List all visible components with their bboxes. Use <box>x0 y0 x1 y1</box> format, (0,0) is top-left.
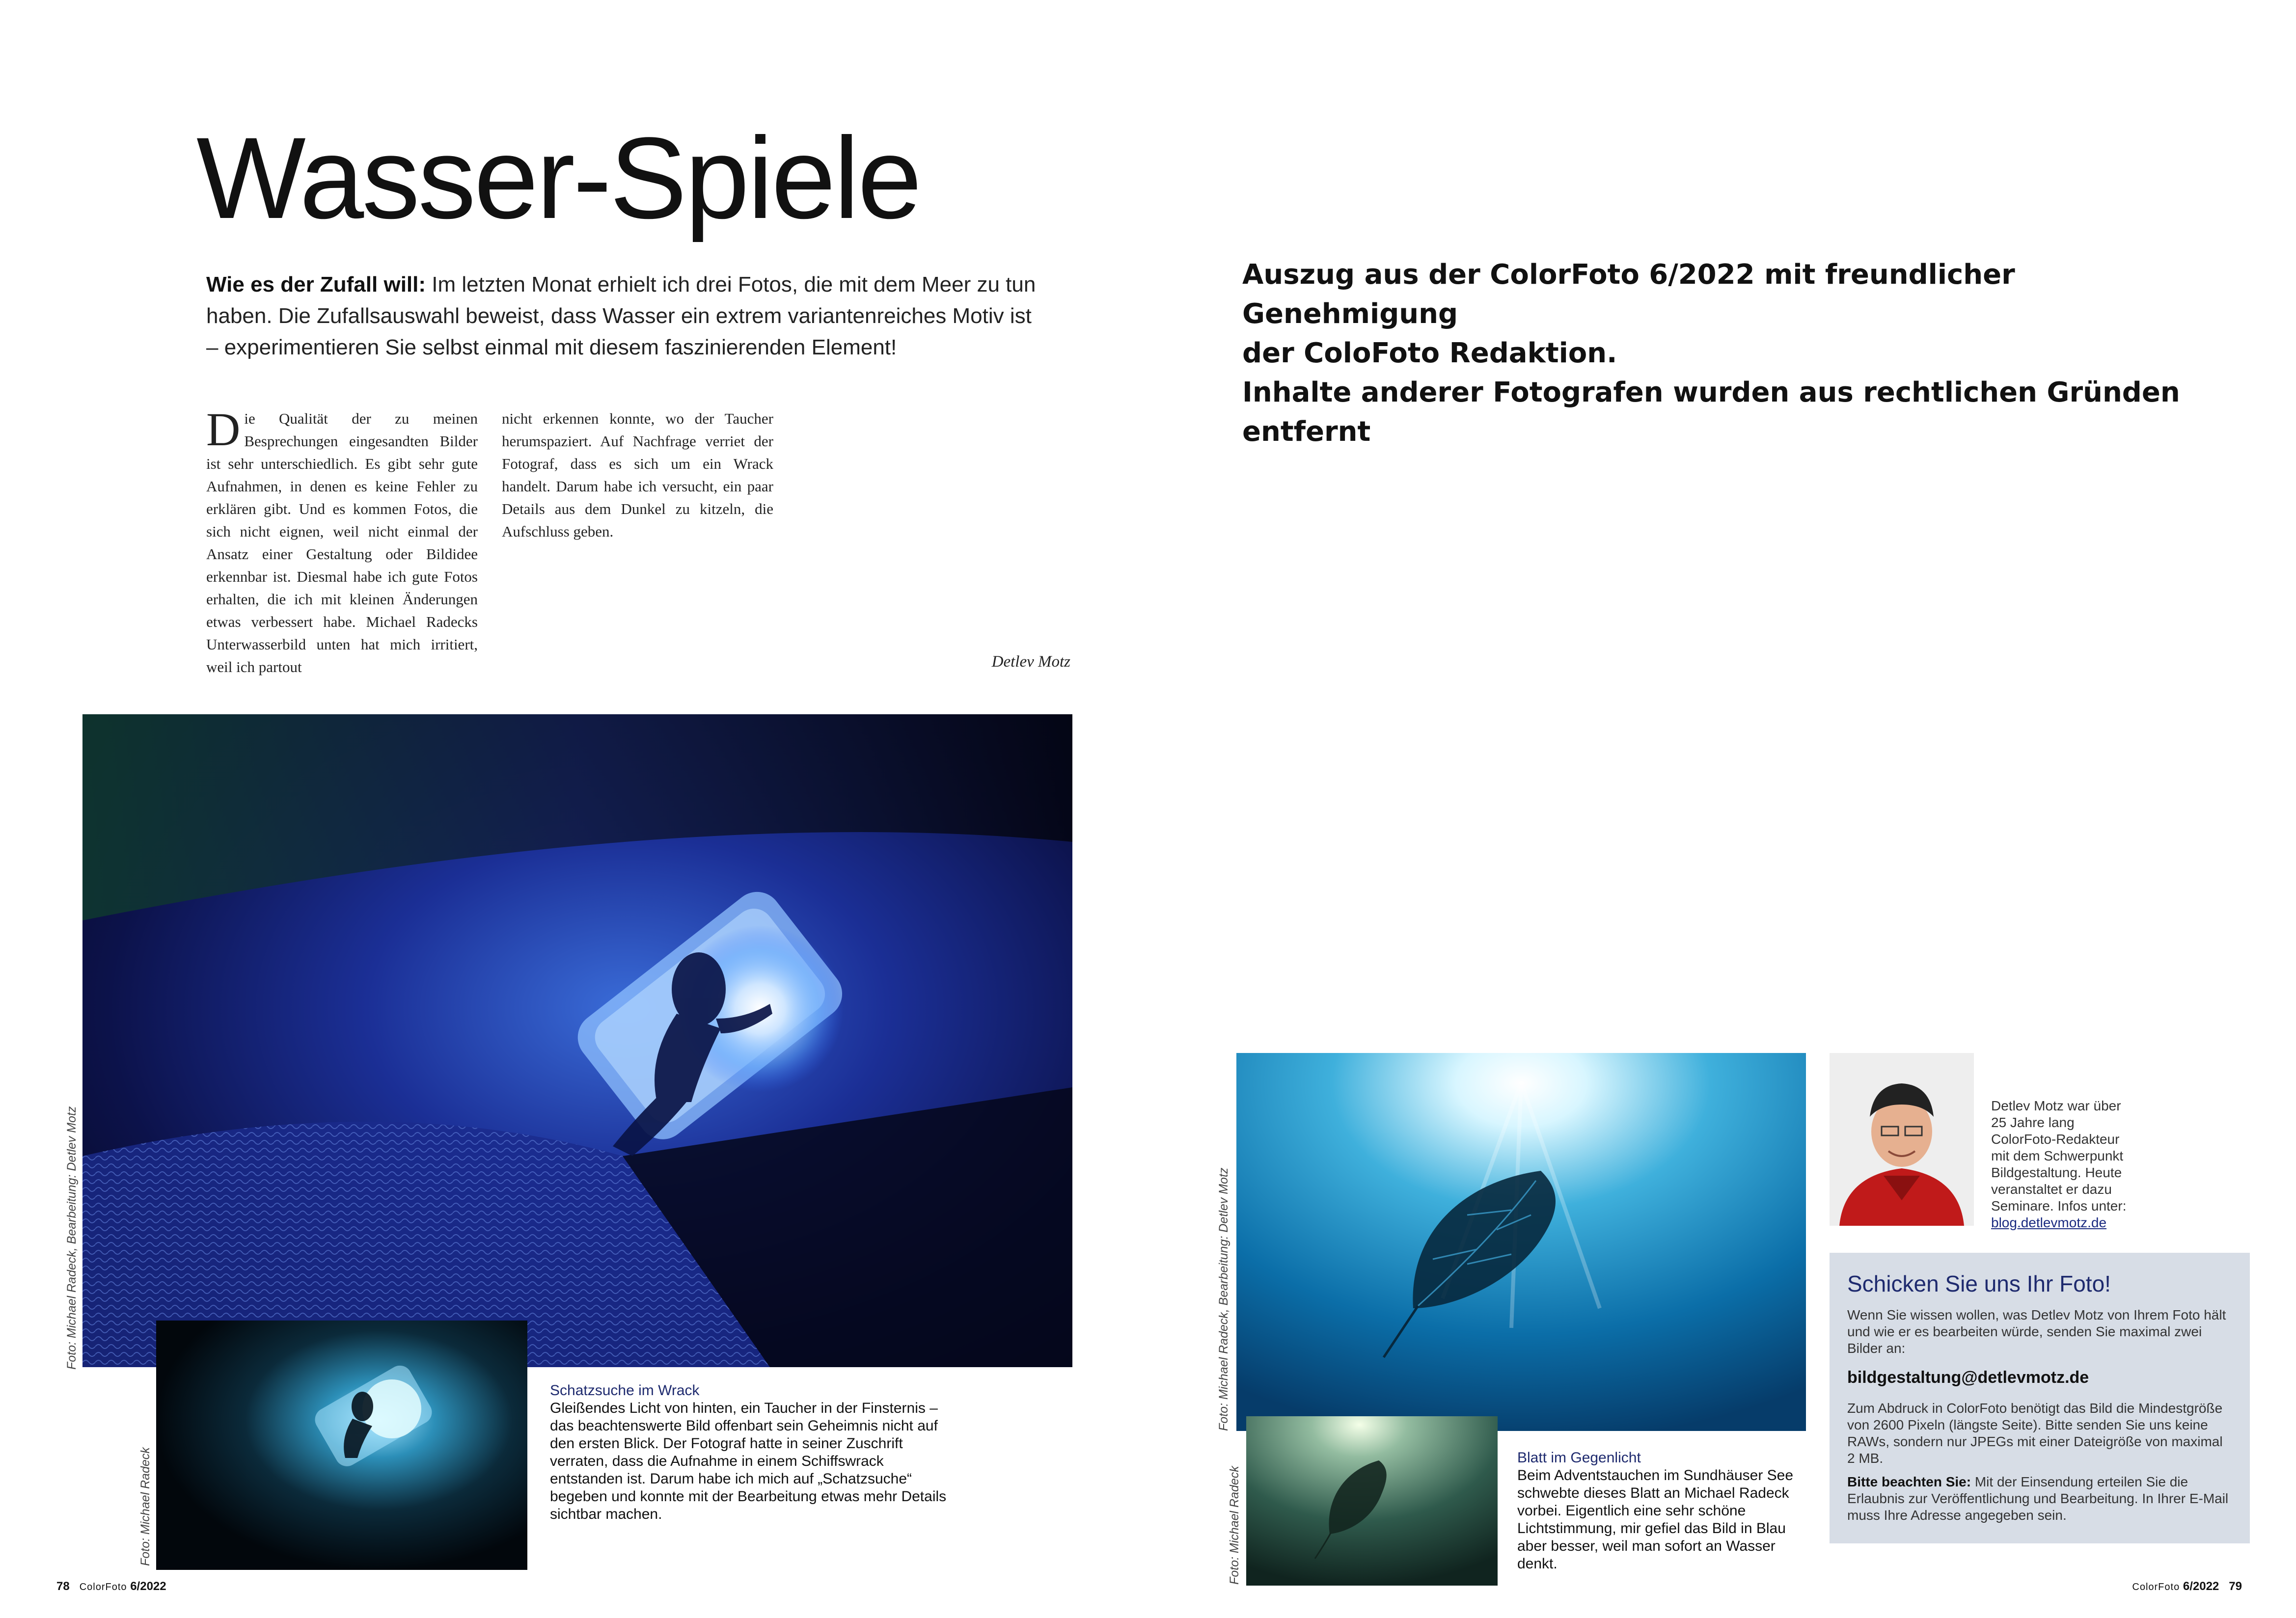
submission-box-title: Schicken Sie uns Ihr Foto! <box>1847 1271 2111 1296</box>
diver-wreck-original-photo <box>156 1321 527 1570</box>
submission-box <box>1830 1253 2250 1543</box>
lead-bold: Wie es der Zufall will: <box>206 272 426 297</box>
author-bio <box>1991 1098 2138 1231</box>
body-column-2: nicht erkennen konnte, wo der Taucher herumspaziert. Auf Nachfrage verriet der Fotograf, dass es sich um ein Wrack handelt. Darum habe ich versucht, ein paar Details aus dem Dunkel zu kitzeln, die Aufschluss geben. <box>502 410 773 540</box>
caption-body: Beim Adventstauchen im Sundhäuser See schwebte dieses Blatt an Michael Radeck vorbei. Eigentlich eine sehr schöne Lichtstimmung, mir gefiel das Bild in Blau aber besser, weil man sofort an Wasser denkt. <box>1517 1467 1794 1572</box>
caption-body: Gleißendes Licht von hinten, ein Taucher in der Finsternis – das beachtenswerte Bild offenbart sein Geheimnis nicht auf den ersten Blick. Der Fotograf hatte in seiner Zuschrift verraten, dass die Aufnahme in einem Schiffswrack entstanden ist. Darum habe ich mich auf „Schatzsuche“ begeben und konnte mit der Bearbeitung etwas mehr Details sichtbar machen. <box>550 1400 947 1522</box>
drop-cap: D <box>206 403 241 456</box>
author-portrait <box>1830 1053 1974 1226</box>
leaf-backlight-photo <box>1236 1053 1806 1431</box>
notice-line-1: Auszug aus der ColorFoto 6/2022 mit freundlicher Genehmigung <box>1242 259 2015 330</box>
magazine-name-left: ColorFoto <box>79 1582 127 1592</box>
notice-line-2: der ColoFoto Redaktion. <box>1242 337 1617 369</box>
photo-credit-leaf-small: Foto: Michael Radeck <box>1228 1466 1241 1585</box>
lead-text: Im letzten Monat erhielt ich drei Fotos, die mit dem Meer zu tun haben. Die Zufallsauswahl beweist, dass Wasser ein extrem variantenreiches Motiv ist – experimentieren Sie selbst einmal mit diesem faszinierenden Element! <box>206 272 1036 359</box>
leaf-original-photo <box>1246 1416 1498 1586</box>
notice-line-3: Inhalte anderer Fotografen wurden aus rechtlichen Gründen entfernt <box>1242 377 2180 448</box>
footer-left <box>56 1580 166 1593</box>
article-lead <box>206 269 1041 363</box>
note-label: Bitte beachten Sie: <box>1847 1474 1971 1489</box>
bio-text: Detlev Motz war über 25 Jahre lang ColorFoto-Redakteur mit dem Schwerpunkt Bildgestaltung. Heute veranstaltet er dazu Seminare. Infos unter: <box>1991 1098 2127 1214</box>
body-column-1-text: ie Qualität der zu meinen Besprechungen eingesandten Bilder ist sehr unterschiedlich. Es gibt sehr gute Aufnahmen, in denen es keine Fehler zu erklären gibt. Und es kommen Fotos, die sich nicht eignen, weil nicht einmal der Ansatz einer Gestaltung oder Bildidee erkennbar ist. Diesmal habe ich gute Fotos erhalten, die ich mit kleinen Änderungen etwas verbessert habe. Michael Radecks Unterwasserbild unten hat mich irritiert, weil ich partout <box>206 410 478 675</box>
issue-right: 6/2022 <box>2183 1580 2219 1593</box>
photo-caption-wreck <box>550 1382 953 1523</box>
page-number-right: 79 <box>2229 1580 2242 1593</box>
submission-intro: Wenn Sie wissen wollen, was Detlev Motz von Ihrem Foto hält und wie er es bearbeiten würde, senden Sie maximal zwei Bilder an: <box>1847 1307 2226 1356</box>
note-text: Mit der Einsendung erteilen Sie die Erlaubnis zur Veröffentlichung und Bearbeitung. In Ihrer E-Mail muss Ihre Adresse angegeben sein. <box>1847 1474 2229 1523</box>
photo-credit-leaf: Foto: Michael Radeck, Bearbeitung: Detlev Motz <box>1217 1167 1230 1431</box>
footer-right <box>2132 1580 2242 1593</box>
bio-link[interactable]: blog.detlevmotz.de <box>1991 1215 2107 1230</box>
permission-notice <box>1242 255 2200 452</box>
caption-title: Schatzsuche im Wrack <box>550 1382 700 1399</box>
magazine-name-right: ColorFoto <box>2132 1582 2180 1592</box>
diver-wreck-photo <box>82 714 1072 1367</box>
photo-credit-main: Foto: Michael Radeck, Bearbeitung: Detlev Motz <box>65 1106 79 1370</box>
submission-note <box>1847 1474 2230 1524</box>
body-column-1 <box>206 403 478 678</box>
submission-requirements: Zum Abdruck in ColorFoto benötigt das Bild die Mindestgröße von 2600 Pixeln (längste Seite). Bitte senden Sie uns keine RAWs, sondern nur JPEGs mit einer Dateigröße von maximal 2 MB. <box>1847 1401 2223 1466</box>
issue-left: 6/2022 <box>130 1580 166 1593</box>
caption-title: Blatt im Gegenlicht <box>1517 1450 1641 1466</box>
submission-email[interactable]: bildgestaltung@detlevmotz.de <box>1847 1368 2089 1387</box>
author-signature: Detlev Motz <box>991 653 1070 671</box>
photo-caption-leaf <box>1517 1449 1812 1573</box>
article-title: Wasser-Spiele <box>196 113 920 243</box>
photo-credit-small: Foto: Michael Radeck <box>138 1447 152 1566</box>
page-number-left: 78 <box>56 1580 70 1593</box>
